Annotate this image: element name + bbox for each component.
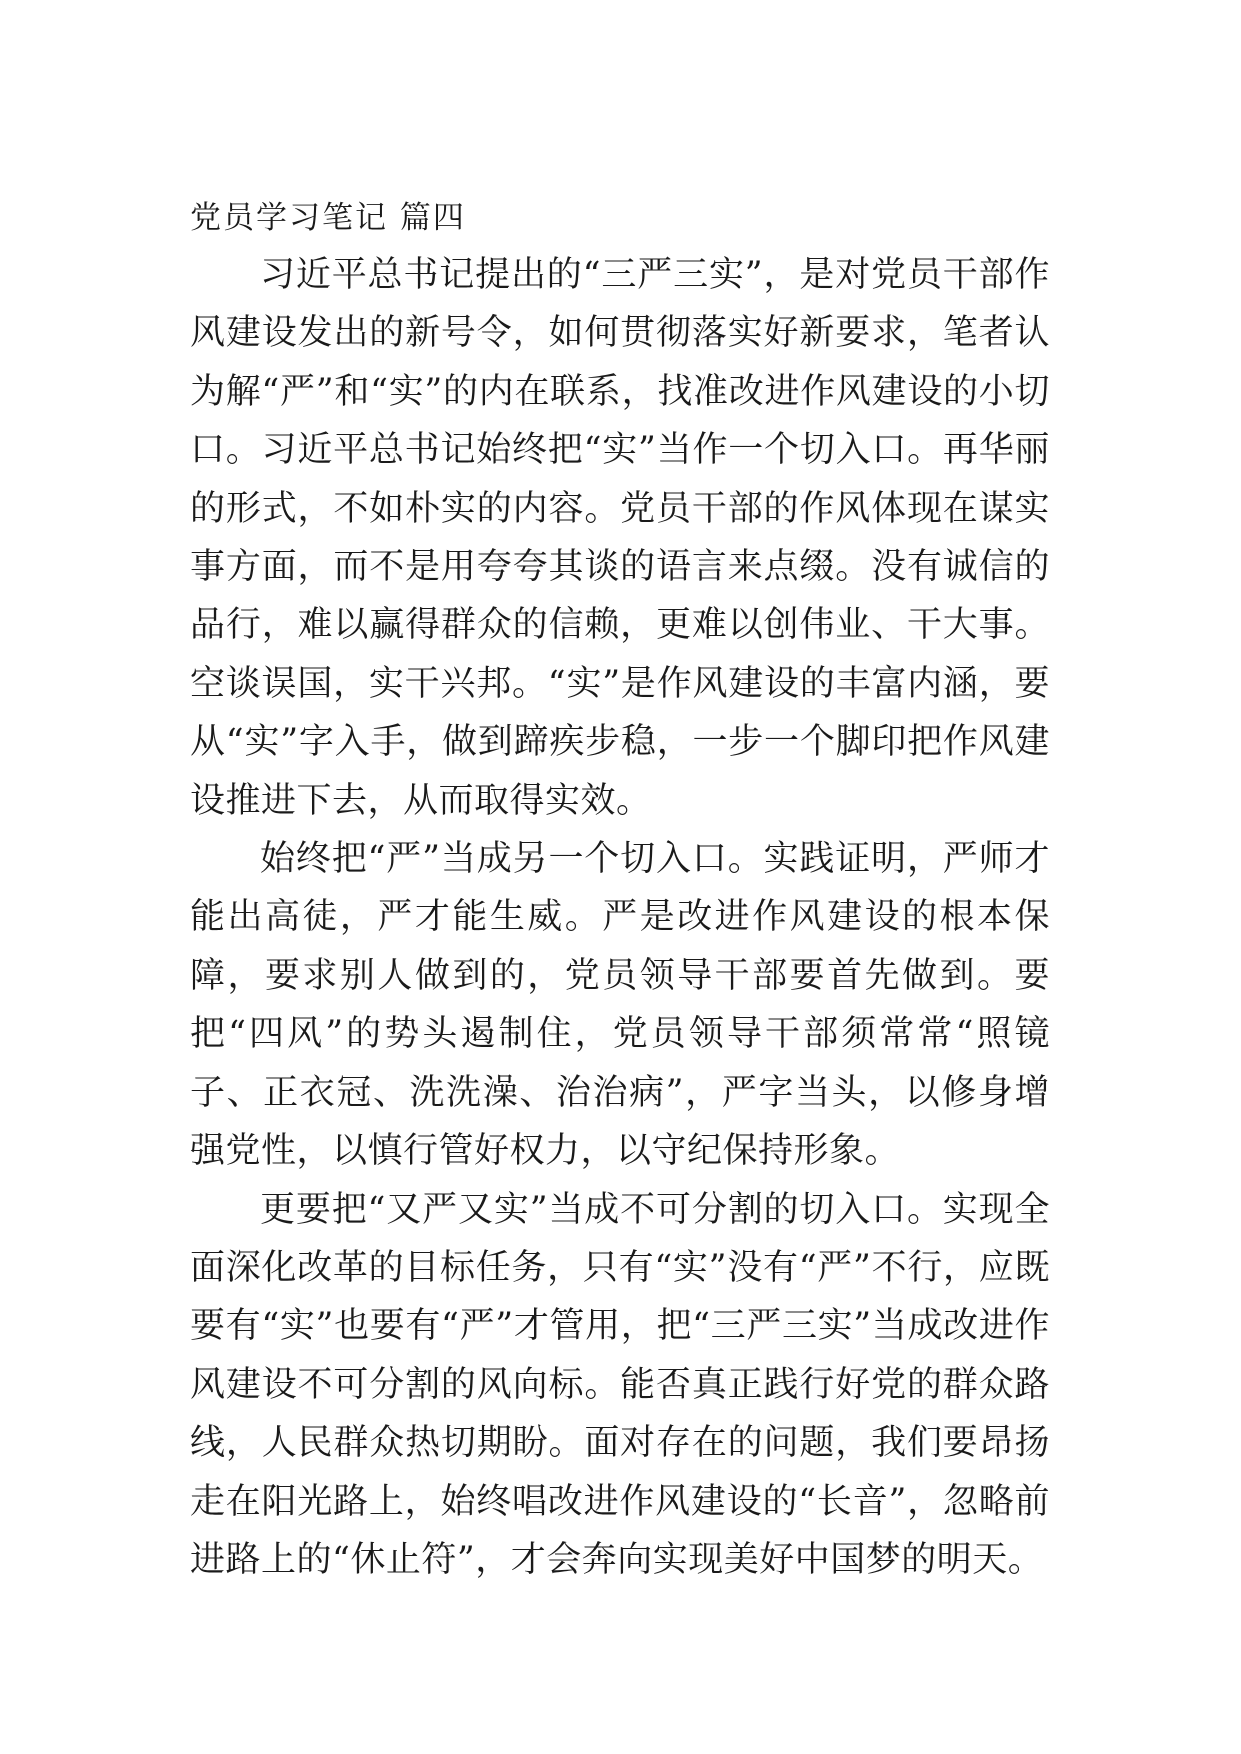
document-title: 党员学习笔记 篇四 <box>190 200 466 236</box>
paragraph-1: 习近平总书记提出的“三严三实”，是对党员干部作风建设发出的新号令，如何贯彻落实好新要求，笔者认为解“严”和“实”的内在联系，找准改进作风建设的小切口。习近平总书记始终把“实”当作一个切入口。再华丽的形式，不如朴实的内容。党员干部的作风体现在谋实事方面，而不是用夸夸其谈的语言来点缀。没有诚信的品行，难以赢得群众的信赖，更难以创伟业、干大事。空谈误国，实干兴邦。“实”是作风建设的丰富内涵，要从“实”字入手，做到蹄疾步稳，一步一个脚印把作风建设推进下去，从而取得实效。 <box>190 255 1050 821</box>
document-page <box>190 190 1050 1589</box>
paragraph-3: 更要把“又严又实”当成不可分割的切入口。实现全面深化改革的目标任务，只有“实”没有“严”不行，应既要有“实”也要有“严”才管用，把“三严三实”当成改进作风建设不可分割的风向标。能否真正践行好党的群众路线，人民群众热切期盼。面对存在的问题，我们要昂扬走在阳光路上，始终唱改进作风建设的“长音”，忽略前进路上的“休止符”，才会奔向实现美好中国梦的明天。 <box>190 1189 1050 1580</box>
paragraph-2: 始终把“严”当成另一个切入口。实践证明，严师才能出高徒，严才能生威。严是改进作风建设的根本保障，要求别人做到的，党员领导干部要首先做到。要把“四风”的势头遏制住，党员领导干部须常常“照镜子、正衣冠、洗洗澡、治治病”，严字当头，以修身增强党性，以慎行管好权力，以守纪保持形象。 <box>190 839 1050 1172</box>
